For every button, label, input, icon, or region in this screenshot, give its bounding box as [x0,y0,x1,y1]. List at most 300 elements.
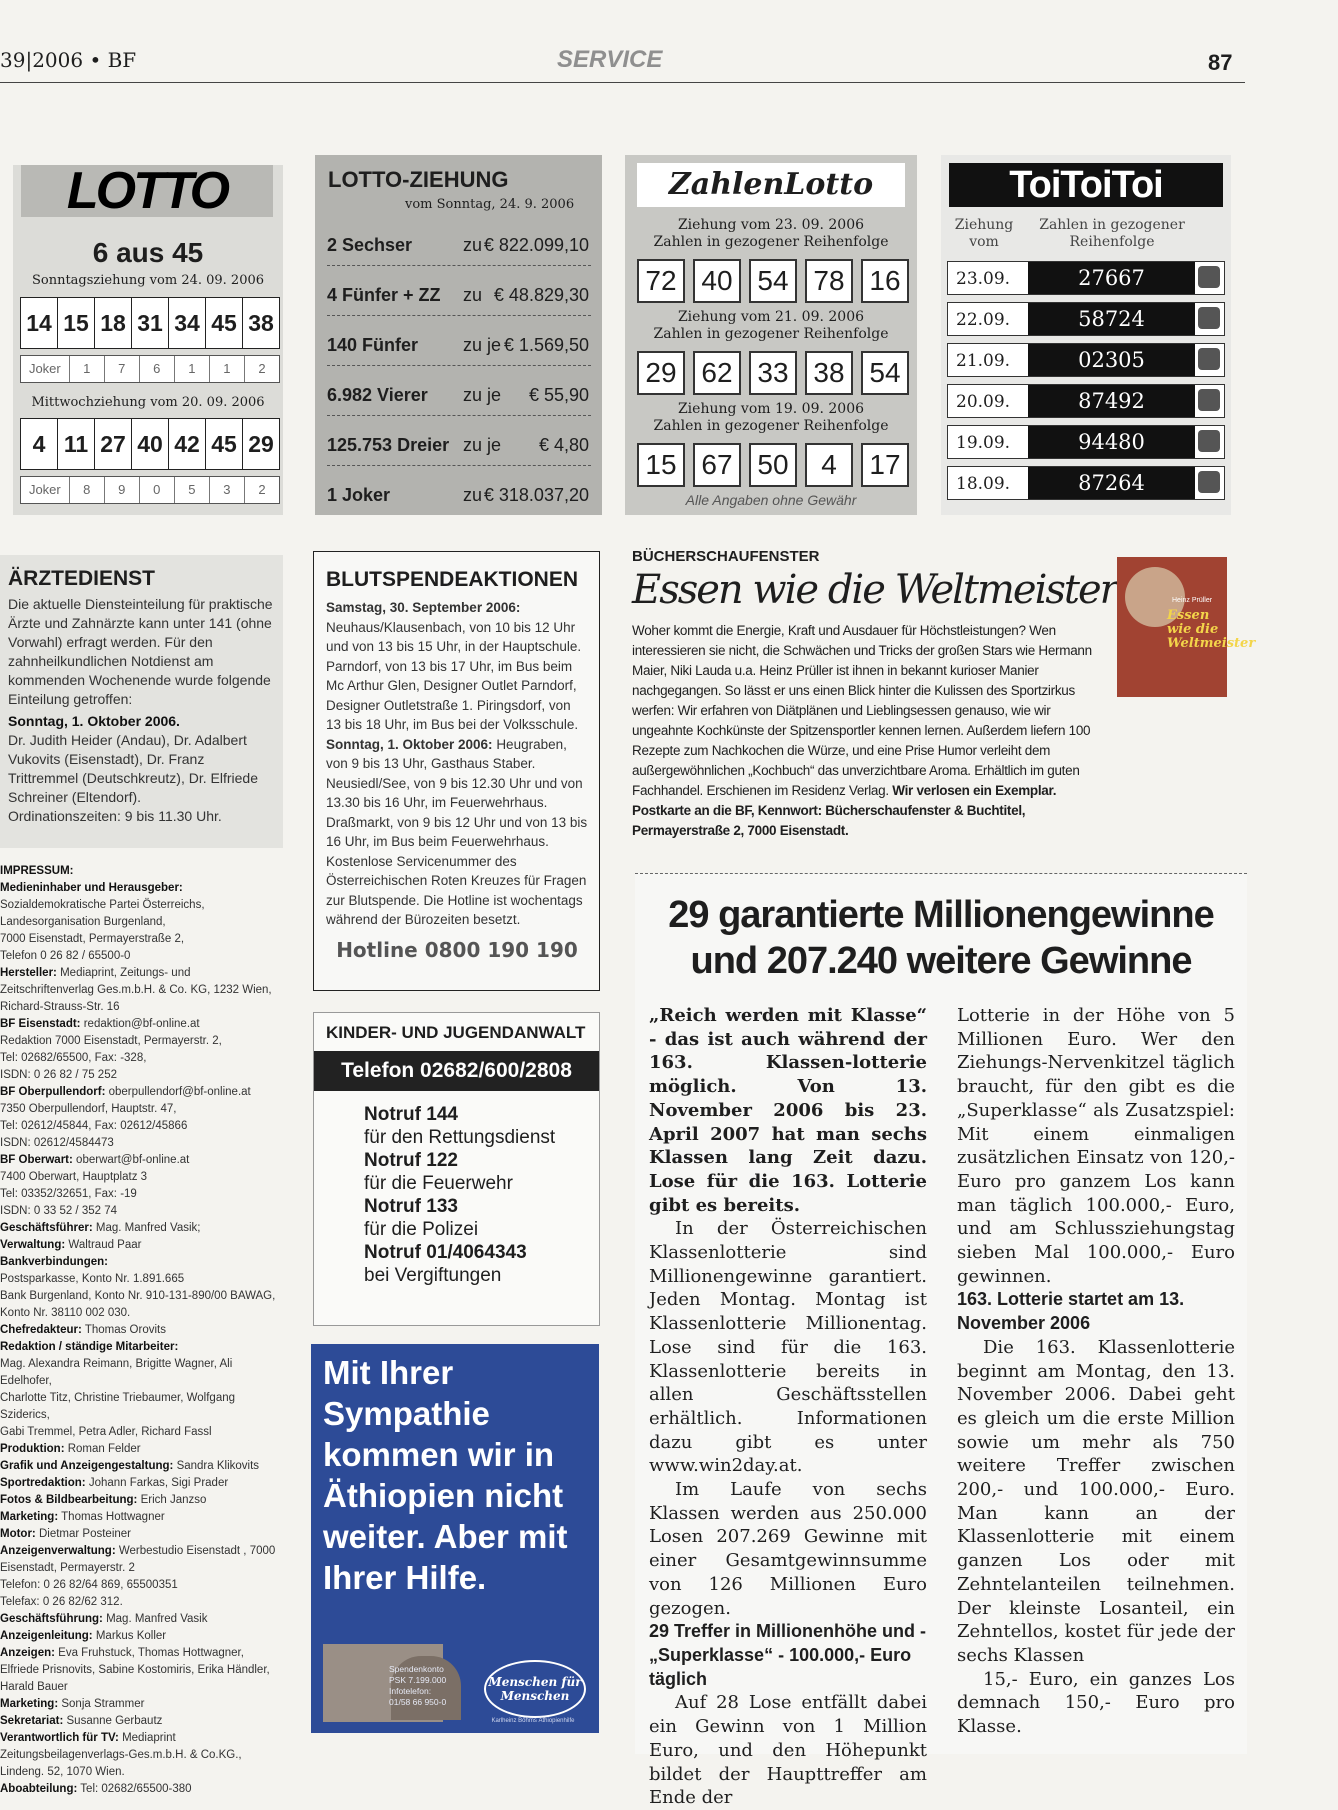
impressum-line [0,1050,282,1067]
draw-number: 29 [637,351,685,395]
prize-amount: € 55,90 [528,385,589,405]
draw-note: Zahlen in gezogener Reihenfolge [653,418,889,434]
impressum-value: Zeitschriftenverlag Ges.m.b.H. & Co. KG, 1232 Wien, [0,984,272,996]
impressum-label: Verantwortlich für TV: [0,1732,119,1744]
impressum-value: ISDN: 02612/4584473 [0,1137,114,1149]
joker-cell: 0 [140,477,175,503]
aerztedienst-box [0,555,283,848]
symbol-icon [1198,389,1220,411]
impressum-line [0,931,282,948]
impressum-line [0,1033,282,1050]
draw-number: 94480 [1028,426,1195,458]
impressum-value: Telefon: 0 26 82/64 869, 65500351 [0,1579,178,1591]
impressum-line [0,1509,282,1526]
zahlenlotto-logo: ZahlenLotto [637,163,905,207]
aerztedienst-date: Sonntag, 1. Oktober 2006. [8,713,180,729]
draw-number: 16 [861,259,909,303]
sunday-draw-label: Sonntagsziehung vom 24. 09. 2006 [31,273,265,288]
draw-number: 38 [805,351,853,395]
article-column-1 [649,1004,927,1810]
impressum-line [0,1152,282,1169]
joker-cell: 2 [258,361,266,376]
notruf-desc: bei Vergiftungen [364,1265,502,1286]
impressum-line [0,1254,282,1271]
symbol-icon [1198,471,1220,493]
impressum-value: Mediaprint Zeitungsbeilagenverlags-Ges.m.b.H. & Co.KG., Lindeng. 52, 1070 Wien. [0,1732,242,1778]
col-head-numbers: Zahlen in gezogener [1039,217,1185,233]
draw-number: 62 [693,351,741,395]
impressum-line [0,1390,282,1424]
impressum-label: Fotos & Bildbearbeitung: [0,1494,138,1506]
impressum-value: Telefax: 0 26 82/62 312. [0,1596,123,1608]
blutspende-box [313,551,600,991]
col-head-numbers: Reihenfolge [1069,234,1155,250]
joker-cell: Joker [21,356,70,382]
lotto-number: 40 [132,419,169,469]
impressum-value: Gabi Tremmel, Petra Adler, Richard Fassl [0,1426,212,1438]
impressum-line [0,1016,282,1033]
impressum-label: BF Oberwart: [0,1154,73,1166]
lotto-number: 45 [206,298,243,348]
impressum-value: oberpullendorf@bf-online.at [108,1086,251,1098]
ad-headline: Mit Ihrer Sympathie kommen wir in Äthiopien nicht weiter. Aber mit Ihrer Hilfe. [323,1354,568,1596]
impressum-line [0,1322,282,1339]
impressum-value: ISDN: 0 26 82 / 75 252 [0,1069,117,1081]
impressum-line [0,1101,282,1118]
impressum-value: redaktion@bf-online.at [83,1018,200,1030]
impressum-label: Marketing: [0,1511,59,1523]
lotto-ziehung-title: LOTTO-ZIEHUNG [328,167,509,192]
impressum-line [0,1186,282,1203]
lotto-number: 38 [248,310,274,336]
impressum-line [0,1458,282,1475]
impressum-line [0,1271,282,1288]
prize-amount: € 822.099,10 [483,235,589,255]
impressum-value: Thomas Hottwagner [61,1511,165,1523]
article-paragraph: Auf 28 Lose entfällt dabei ein Gewinn von 1 Million Euro, und den Höhepunkt bildet der Haupttreffer am Ende der [649,1692,927,1809]
blutspende-title: BLUTSPENDEAKTIONEN [326,568,579,591]
article-headline-line: und 207.240 weitere Gewinne [690,940,1192,982]
impressum-value: Tel: 03352/32651, Fax: -19 [0,1188,137,1200]
joker-cell: 3 [210,477,245,503]
draw-date: 20.09. [956,392,1011,412]
impressum-line [0,1492,282,1509]
impressum-line [0,1560,282,1577]
lotto-number: 29 [248,431,274,457]
impressum-value: Sandra Klikovits [176,1460,260,1472]
impressum-line [0,999,282,1016]
impressum-line [0,1118,282,1135]
ad-account-number: PSK 7.199.000 [389,1675,447,1685]
impressum-line [0,880,282,897]
wednesday-numbers [20,418,280,470]
impressum-line [0,1696,282,1713]
impressum-line [0,948,282,965]
impressum-value: Tel: 02612/45844, Fax: 02612/45866 [0,1120,188,1132]
toitoitoi-row [947,302,1225,336]
impressum-line [0,1526,282,1543]
impressum-value: Charlotte Titz, Christine Triebaumer, Wolfgang Sziderics, [0,1392,236,1421]
prize-amount: € 318.037,20 [483,485,589,505]
article-subheading: 163. Lotterie startet am 13. November 2006 [957,1289,1185,1334]
impressum-label: Sportredaktion: [0,1477,86,1489]
prize-row [327,425,591,466]
impressum-line [0,1594,282,1611]
toitoitoi-row [947,343,1225,377]
charity-ad [311,1344,599,1733]
prize-each: zu [463,485,483,505]
prize-each: zu je [463,435,502,455]
lotto-number: 15 [58,298,95,348]
joker-cell: 1 [70,356,105,382]
impressum-line [0,1713,282,1730]
col-head-date: vom [969,234,999,250]
prize-tier: 125.753 Dreier [327,435,450,455]
impressum-line [0,1203,282,1220]
article-paragraph: Die 163. Klassenlotterie beginnt am Montag, den 13. November 2006. Dabei geht es gleich um die erste Million sowie um mehr als 750 weitere Treffer zwischen 200,- und 100.000,- Euro. Man kann an der Klassenlotterie mit einem ganzen Los oder mit Zehntelanteilen teilnehmen. Der kleinste Losanteil, ein Zehntellos, kostet für jede der sechs Klassen [957,1336,1235,1666]
draw-number: 54 [749,259,797,303]
draw-number: 67 [693,443,741,487]
impressum-value: Eva Fruhstuck, Thomas Hottwagner, Elfriede Prisnovits, Sabine Kostomiris, Erika Händler, Harald Bauer [0,1647,270,1693]
ad-logo: Menschen für Menschen [484,1660,586,1718]
impressum-line [0,1577,282,1594]
draw-number: 02305 [1028,344,1195,376]
impressum-label: BF Eisenstadt: [0,1018,81,1030]
impressum-value: Tel: 02682/65500-380 [80,1783,192,1795]
impressum-label: Redaktion / ständige Mitarbeiter: [0,1341,179,1353]
prize-tier: 140 Fünfer [327,335,419,355]
joker-cell: 7 [105,356,140,382]
impressum-value: oberwart@bf-online.at [76,1154,190,1166]
toitoitoi-row [947,425,1225,459]
sunday-joker [20,355,280,383]
draw-number: 4 [805,443,853,487]
impressum-value: Mag. Alexandra Reimann, Brigitte Wagner, Ali Edelhofer, [0,1358,233,1387]
header-rule [0,82,1245,83]
impressum-label: Produktion: [0,1443,65,1455]
aerztedienst-names: Dr. Judith Heider (Andau), Dr. Adalbert Vukovits (Eisenstadt), Dr. Franz Trittremmel (Deutschkreutz), Dr. Elfriede Schreiner (Eltendorf). [8,732,258,805]
lotto-number: 42 [169,419,206,469]
draw-note: Zahlen in gezogener Reihenfolge [653,234,889,250]
draw-numbers [637,443,909,485]
impressum-label: Geschäftsführung: [0,1613,103,1625]
zahlenlotto-box [625,155,917,515]
prize-each: zu je [463,335,502,355]
impressum-value: Konto Nr. 38110 002 030. [0,1307,131,1319]
impressum-value: Dietmar Posteiner [38,1528,132,1540]
prize-each: zu [463,235,483,255]
lottery-article [635,873,1247,1809]
impressum-line [0,1339,282,1356]
books-kicker: BÜCHERSCHAUFENSTER [632,548,820,565]
impressum-line [0,1611,282,1628]
book-cover-title: Essen wie die Weltmeister [1167,608,1256,651]
impressum-value: Mediaprint, Zeitungs- und [60,967,191,979]
lotto-ziehung-box [315,155,602,515]
blutspende-hotline: Hotline 0800 190 190 [336,937,578,962]
book-cover-author: Heinz Prüller [1172,597,1213,604]
article-lead: „Reich werden mit Klasse“ - das ist auch während der 163. Klassen-lotterie möglich. Von 13. November 2006 bis 23. April 2007 hat man sechs Klassen lang Zeit dazu. Lose für die 163. Lotterie gibt es bereits. [649,1005,927,1216]
books-headline: Essen wie die Weltmeister [632,567,1117,613]
impressum-value: Erich Janzso [140,1494,207,1506]
header-issue [0,48,136,72]
impressum-line [0,1730,282,1781]
impressum-line [0,914,282,931]
draw-date: 22.09. [956,310,1011,330]
impressum-line [0,1356,282,1390]
header-section: SERVICE [557,46,663,73]
zahlenlotto-disclaimer: Alle Angaben ohne Gewähr [685,492,857,508]
symbol-icon [1198,307,1220,329]
lotto-number: 14 [21,298,58,348]
impressum-value: Mag. Manfred Vasik; [95,1222,201,1234]
aerztedienst-text: Die aktuelle Diensteinteilung für praktische Ärzte und Zahnärzte kann unter 141 (ohne Vorwahl) erfragt werden. Für den zahnheilkundlichen Notdienst am kommenden Wochenende wurde folgende Einteilung getroffen: [8,596,273,707]
prize-amount: € 1.569,50 [503,335,589,355]
prize-tier: 4 Fünfer + ZZ [327,285,441,305]
impressum-value: Landesorganisation Burgenland, [0,916,166,928]
impressum-line [0,1543,282,1560]
impressum-value: Postsparkasse, Konto Nr. 1.891.665 [0,1273,185,1285]
prize-row [327,225,591,266]
toitoitoi-row [947,384,1225,418]
impressum-label: Verwaltung: [0,1239,66,1251]
prize-tier: 2 Sechser [327,235,413,255]
notruf-number: Notruf 133 [364,1196,458,1217]
impressum-line [0,1475,282,1492]
impressum-line [0,863,282,880]
draw-number: 72 [637,259,685,303]
impressum-label: Aboabteilung: [0,1783,78,1795]
books-contest: Wir verlosen ein Exemplar. Postkarte an die BF, Kennwort: Bücherschaufenster & Buchtitel, Permayerstraße 2, 7000 Eisenstadt. [632,783,1057,838]
aerztedienst-hours: Ordinationszeiten: 9 bis 11.30 Uhr. [8,808,222,824]
impressum-value: Thomas Orovits [84,1324,166,1336]
joker-cell: 8 [70,477,105,503]
prize-tier: 6.982 Vierer [327,385,428,405]
impressum-line [0,1067,282,1084]
ad-logo-sub: Karlheinz Böhms Äthiopienhilfe [491,1718,575,1724]
draw-number: 17 [861,443,909,487]
impressum-line [0,1305,282,1322]
impressum-label: Anzeigenverwaltung: [0,1545,116,1557]
impressum-label: Hersteller: [0,967,57,979]
article-headline-line: 29 garantierte Millionengewinne [668,894,1214,936]
draw-number: 58724 [1028,303,1195,335]
impressum [0,863,282,1798]
col-head-date: Ziehung [954,217,1014,233]
blutspende-text: Neuhaus/Klausenbach, von 10 bis 12 Uhr und von 13 bis 15 Uhr, in der Hauptschule. Parndorf, von 13 bis 17 Uhr, im Bus beim Mc Arthur Glen, Designer Outlet Parndorf, Designer Outletstraße 1. Piringsdorf, von 13 bis 18 Uhr, im Bus bei der Volksschule. [326,619,582,732]
notruf-number: Notruf 01/4064343 [364,1242,527,1263]
impressum-line [0,1169,282,1186]
prize-amount: € 48.829,30 [493,285,589,305]
article-subheading: 29 Treffer in Millionenhöhe und - „Superklasse“ - 100.000,- Euro täglich [649,1621,927,1689]
impressum-value: Tel: 02682/65500, Fax: -328, [0,1052,147,1064]
draw-number: 40 [693,259,741,303]
impressum-value: Markus Koller [95,1630,167,1642]
impressum-label: Grafik und Anzeigengestaltung: [0,1460,174,1472]
blutspende-date: Samstag, 30. September 2006: [326,600,521,615]
article-headline [635,892,1247,984]
lotto-number: 18 [95,298,132,348]
article-paragraph: Im Laufe von sechs Klassen werden aus 250.000 Losen 207.269 Gewinne mit einer Gesamtgewinnsumme von 126 Millionen Euro gezogen. [649,1479,927,1619]
blutspende-info: Kostenlose Servicenummer des Österreichischen Roten Kreuzes für Fragen zur Blutspende. Die Hotline ist wochentags während der Bürozeiten besetzt. [326,853,587,927]
impressum-value: Redaktion 7000 Eisenstadt, Permayerstr. 2, [0,1035,222,1047]
impressum-line [0,1441,282,1458]
impressum-line [0,1424,282,1441]
wednesday-joker [20,476,280,504]
blutspende-date: Sonntag, 1. Oktober 2006: [326,736,493,752]
impressum-value: Roman Felder [67,1443,141,1455]
impressum-line [0,897,282,914]
page-number: 87 [1208,50,1233,75]
impressum-value: Telefon 0 26 82 / 65500-0 [0,950,131,962]
kinder-jugendanwalt-box [313,1012,600,1326]
article-paragraph: In der Österreichischen Klassenlotterie sind Millionengewinne garantiert. Jeden Montag. Montag ist Klassenlotterie Millionentag. Lose sind für die 163. Klassenlotterie bereits in allen Geschäftsstellen erhältlich. Informationen dazu gibt es unter www.win2day.at. [649,1218,927,1477]
impressum-value: Sozialdemokratische Partei Österreichs, [0,899,205,911]
impressum-label: Marketing: [0,1698,59,1710]
draw-number: 78 [805,259,853,303]
draw-date: 23.09. [956,269,1011,289]
impressum-value: 7400 Oberwart, Hauptplatz 3 [0,1171,148,1183]
toitoitoi-box [941,155,1231,515]
draw-number: 27667 [1028,262,1195,294]
prize-row [327,475,591,515]
impressum-value: Sonja Strammer [61,1698,145,1710]
prize-row [327,375,591,416]
impressum-line [0,982,282,999]
impressum-label: BF Oberpullendorf: [0,1086,106,1098]
joker-cell: 2 [258,482,266,497]
impressum-line [0,1220,282,1237]
lotto-number: 4 [21,419,58,469]
ad-phone-label: Infotelefon: [389,1686,432,1696]
article-paragraph: 15,- Euro, ein ganzes Los demnach 150,- Euro pro Klasse. [957,1668,1235,1738]
notruf-number: Notruf 144 [364,1104,458,1125]
impressum-value: Johann Farkas, Sigi Prader [88,1477,229,1489]
joker-cell: 5 [175,477,210,503]
impressum-label: Chefredakteur: [0,1324,82,1336]
draw-numbers [637,351,909,393]
impressum-line [0,1781,282,1798]
impressum-label: Bankverbindungen: [0,1256,108,1268]
impressum-value: Mag. Manfred Vasik [106,1613,208,1625]
symbol-icon [1198,348,1220,370]
impressum-line [0,1645,282,1696]
impressum-line [0,1288,282,1305]
impressum-line [0,1135,282,1152]
impressum-label: Anzeigenleitung: [0,1630,93,1642]
impressum-value: Eisenstadt, Permayerstr. 2 [0,1562,135,1574]
blutspende-text: Heugraben, von 9 bis 13 Uhr, Gasthaus Staber. Neusiedl/See, von 9 bis 12.30 Uhr und von 13.30 bis 16 Uhr, im Feuerwehrhaus. Draßmarkt, von 9 bis 12 Uhr und von 13 bis 16 Uhr, im Bus beim Feuerwehrhaus. [326,736,588,849]
draw-date: 19.09. [956,433,1011,453]
prize-row [327,275,591,316]
impressum-value: Bank Burgenland, Konto Nr. 910-131-890/00 BAWAG, [0,1290,276,1302]
impressum-label: Geschäftsführer: [0,1222,93,1234]
prize-amount: € 4,80 [538,435,589,455]
notruf-desc: für den Rettungsdienst [364,1127,556,1148]
impressum-value: Richard-Strauss-Str. 16 [0,1001,120,1013]
draw-number: 15 [637,443,685,487]
prize-tier: 1 Joker [327,485,391,505]
impressum-label: Motor: [0,1528,36,1540]
draw-date: 21.09. [956,351,1011,371]
lotto-number: 11 [58,419,95,469]
aerztedienst-title: ÄRZTEDIENST [8,567,155,590]
prize-each: zu je [463,385,502,405]
draw-note: Zahlen in gezogener Reihenfolge [653,326,889,342]
joker-cell: 1 [175,356,210,382]
joker-cell: 6 [140,356,175,382]
draw-date: Ziehung vom 23. 09. 2006 [677,217,865,233]
book-cover [1117,557,1256,697]
notruf-desc: für die Polizei [364,1219,479,1240]
impressum-line [0,965,282,982]
draw-numbers [637,259,909,301]
impressum-value: Waltraud Paar [68,1239,142,1251]
books-body: Woher kommt die Energie, Kraft und Ausdauer für Höchstleistungen? Wen interessieren sie nicht, die Schwächen und Tricks der großen Stars wie Hermann Maier, Niki Lauda u.a. Heinz Prüller ist ihnen in bekannt kurioser Manier nachgegangen. So lässt er uns einen Blick hinter die Kulissen des Sportzirkus werfen: Wir erfahren von Diätplänen und Lieblingsessen genauso, wie wir ungeahnte Kochkünste der Spitzensportler kennen lernen. Außerdem liefern 100 Rezepte zum Nachkochen die Würze, und eine Prise Humor verleiht dem außergewöhnlichen „Kochbuch“ das unverzichtbare Aroma. Erhältlich im guten Fachhandel. Erschienen im Residenz Verlag. [632,623,1092,798]
joker-cell: Joker [21,477,70,503]
lotto-box [13,162,283,515]
draw-number: 87492 [1028,385,1195,417]
impressum-label: IMPRESSUM: [0,865,74,877]
notruf-number: Notruf 122 [364,1150,458,1171]
symbol-icon [1198,266,1220,288]
lotto-number: 34 [169,298,206,348]
draw-date: Ziehung vom 21. 09. 2006 [677,309,865,325]
sunday-numbers [20,297,280,349]
notruf-desc: für die Feuerwehr [364,1173,513,1194]
joker-cell: 9 [105,477,140,503]
draw-number: 50 [749,443,797,487]
impressum-value: 7350 Oberpullendorf, Hauptstr. 47, [0,1103,177,1115]
article-paragraph: Lotterie in der Höhe von 5 Millionen Euro. Wer den Ziehungs-Nervenkitzel täglich braucht, für den gibt es die „Superklasse“ als Zusatzspiel: Mit einem einmaligen zusätzlichen Einsatz von 120,- Euro pro ganzem Los kann man täglich 100.000,- Euro, und am Schlussziehungstag sieben Mal 100.000,- Euro gewinnen. [957,1005,1235,1287]
lotto-logo: LOTTO [21,165,273,217]
toitoitoi-row [947,261,1225,295]
lotto-title: 6 aus 45 [92,237,204,268]
impressum-value: 7000 Eisenstadt, Permayerstraße 2, [0,933,185,945]
draw-number: 54 [861,351,909,395]
impressum-line [0,1084,282,1101]
header-issue-text: 39|2006 • BF [0,48,137,72]
kinder-phone: Telefon 02682/600/2808 [314,1051,599,1091]
lotto-number: 31 [132,298,169,348]
impressum-label: Anzeigen: [0,1647,55,1659]
wednesday-draw-label: Mittwochziehung vom 20. 09. 2006 [31,395,265,410]
ad-phone-number: 01/58 66 950-0 [389,1697,447,1707]
symbol-icon [1198,430,1220,452]
draw-date: 18.09. [956,474,1011,494]
impressum-value: ISDN: 0 33 52 / 352 74 [0,1205,117,1217]
impressum-line [0,1237,282,1254]
draw-number: 87264 [1028,467,1195,499]
impressum-value: Werbestudio Eisenstadt , 7000 [118,1545,276,1557]
article-column-2 [957,1004,1235,1739]
impressum-label: Sekretariat: [0,1715,64,1727]
joker-cell: 1 [210,356,245,382]
prize-row [327,325,591,366]
draw-date: Ziehung vom 19. 09. 2006 [677,401,865,417]
prize-each: zu [463,285,483,305]
impressum-line [0,1628,282,1645]
lotto-ziehung-date: vom Sonntag, 24. 9. 2006 [405,197,575,212]
draw-number: 33 [749,351,797,395]
toitoitoi-row [947,466,1225,500]
impressum-label: Medieninhaber und Herausgeber: [0,882,183,894]
kinder-title: KINDER- UND JUGENDANWALT [326,1023,586,1042]
toitoitoi-logo: ToiToiToi [949,163,1223,207]
lotto-number: 45 [206,419,243,469]
ad-account-label: Spendenkonto [389,1664,444,1674]
impressum-value: Susanne Gerbautz [66,1715,163,1727]
